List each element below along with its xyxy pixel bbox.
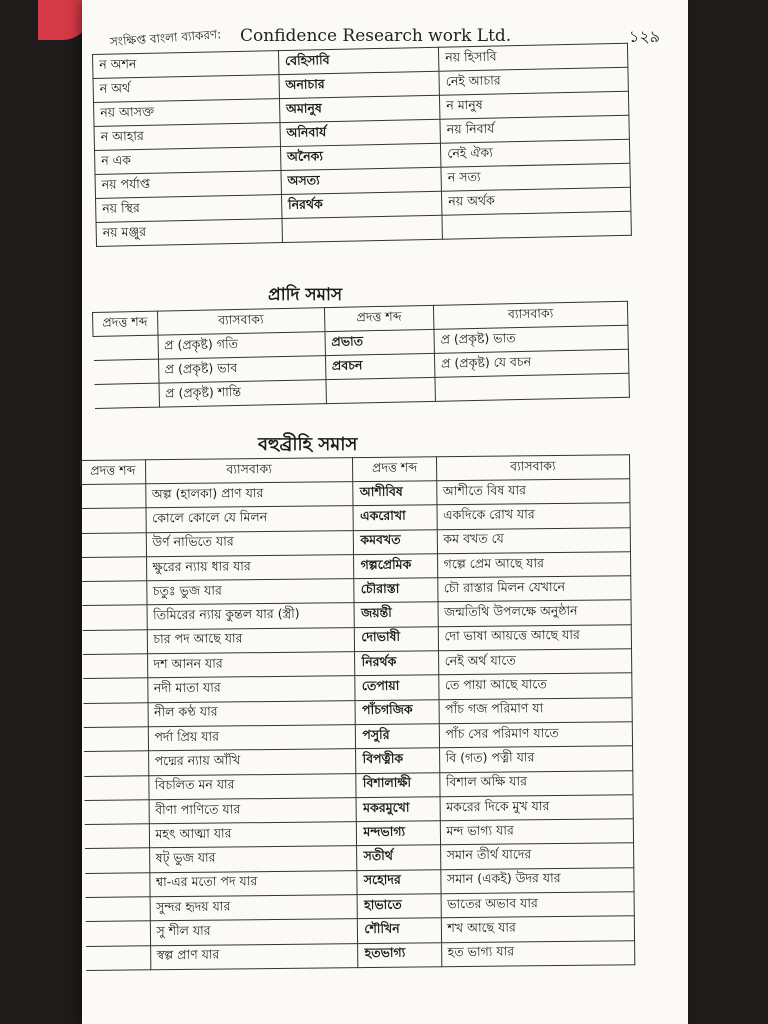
given-word-cell: হাভাতে bbox=[358, 894, 441, 919]
given-word-cell: অমানুষ bbox=[279, 95, 440, 122]
expansion-cell: ভাতের অভাব যার bbox=[441, 892, 635, 918]
chapter-title: সংক্ষিপ্ত বাংলা ব্যাকরণ: bbox=[109, 27, 222, 49]
expansion-cell: সমান তীর্থ যাদের bbox=[440, 843, 634, 869]
section-title-bahubrihi: বহুব্রীহি সমাস bbox=[258, 434, 358, 455]
given-word-cell bbox=[93, 335, 158, 360]
expansion-cell: সুন্দর হৃদয় যার bbox=[150, 895, 358, 921]
expansion-cell: নয় অর্থক bbox=[442, 187, 631, 215]
expansion-cell: শ্বা-এর মতো পদ যার bbox=[149, 870, 357, 896]
expansion-cell: স্বল্প প্রাণ যার bbox=[150, 943, 358, 969]
expansion-cell: প্র (প্রকৃষ্ট) ভাত bbox=[434, 325, 628, 353]
expansion-cell: মকরের দিকে মুখ যার bbox=[440, 795, 634, 821]
section-title-prafi: প্রাদি সমাস bbox=[268, 285, 343, 305]
expansion-cell bbox=[442, 211, 631, 239]
given-word-cell: বিপত্নীক bbox=[356, 748, 439, 773]
expansion-cell: শখ আছে যার bbox=[441, 916, 635, 942]
given-word-cell bbox=[83, 702, 148, 727]
given-word-cell: হতভাগ্য bbox=[358, 942, 441, 967]
column-header: ব্যাসবাক্য bbox=[157, 308, 325, 335]
given-word-cell: তেপায়া bbox=[355, 675, 438, 700]
expansion-cell: দশ আনন যার bbox=[147, 652, 355, 678]
given-word-cell: একরোখা bbox=[353, 505, 436, 530]
expansion-cell: নয় হিসাবি bbox=[439, 43, 628, 71]
column-header: প্রদত্ত শব্দ bbox=[353, 457, 436, 482]
expansion-cell: সু শীল যার bbox=[150, 919, 358, 945]
given-word-cell: শৌখিন bbox=[358, 918, 441, 943]
given-word-cell: বেহিসাবি bbox=[278, 47, 439, 74]
table-prafi bbox=[92, 301, 630, 409]
expansion-cell: বি (গত) পত্নী যার bbox=[439, 746, 633, 772]
table-row bbox=[86, 940, 635, 970]
expansion-cell: পাঁচ সের পরিমাণ যাতে bbox=[439, 722, 633, 748]
given-word-cell bbox=[85, 897, 150, 922]
given-word-cell bbox=[326, 377, 436, 403]
given-word-cell bbox=[83, 654, 148, 679]
given-word-cell bbox=[94, 383, 159, 408]
expansion-cell: চার পদ আছে যার bbox=[147, 627, 355, 653]
expansion-cell: পর্দা প্রিয় যার bbox=[148, 725, 356, 751]
given-word-cell bbox=[94, 359, 159, 384]
given-word-cell: অনিবার্য bbox=[280, 119, 441, 146]
column-header: প্রদত্ত শব্দ bbox=[324, 305, 434, 331]
given-word-cell bbox=[86, 945, 151, 970]
given-word-cell bbox=[81, 508, 146, 533]
expansion-cell: পদ্মের ন্যায় আঁখি bbox=[148, 749, 356, 775]
column-header: ব্যাসবাক্য bbox=[433, 301, 627, 329]
column-header: ব্যাসবাক্য bbox=[436, 455, 630, 481]
given-word-cell bbox=[83, 727, 148, 752]
expansion-cell: গল্পে প্রেম আছে যার bbox=[437, 552, 631, 578]
given-word-cell: অনাচার bbox=[279, 71, 440, 98]
expansion-cell: নয় স্থির bbox=[96, 195, 282, 223]
given-word-cell: অনৈক্য bbox=[280, 143, 441, 170]
given-word-cell bbox=[82, 605, 147, 630]
given-word-cell bbox=[81, 484, 146, 509]
expansion-cell: বিশাল অক্ষি যার bbox=[439, 770, 633, 796]
expansion-cell: ক্ষুরের ন্যায় ধার যার bbox=[146, 555, 354, 581]
expansion-cell: ন এক bbox=[95, 147, 281, 175]
expansion-cell: চৌ রাস্তার মিলন যেখানে bbox=[437, 576, 631, 602]
expansion-cell: ন অর্থ bbox=[93, 75, 279, 103]
column-header: প্রদত্ত শব্দ bbox=[93, 311, 158, 336]
given-word-cell: কমবখত bbox=[354, 529, 437, 554]
expansion-cell: জন্মতিথি উপলক্ষে অনুষ্ঠান bbox=[438, 600, 632, 626]
expansion-cell: প্র (প্রকৃষ্ট) ভাব bbox=[158, 356, 326, 383]
given-word-cell: অসত্য bbox=[281, 167, 442, 194]
expansion-cell: তিমিরের ন্যায় কুন্তল যার (স্ত্রী) bbox=[147, 603, 355, 629]
expansion-cell: অল্প (হালকা) প্রাণ যার bbox=[145, 482, 353, 508]
given-word-cell: পাঁচগজিক bbox=[355, 699, 438, 724]
expansion-cell: বীণা পাণিতে যার bbox=[149, 797, 357, 823]
given-word-cell bbox=[84, 751, 149, 776]
expansion-cell: মন্দ ভাগ্য যার bbox=[440, 819, 634, 845]
given-word-cell bbox=[82, 630, 147, 655]
given-word-cell: মকরমুখো bbox=[357, 797, 440, 822]
expansion-cell: কোলে কোলে যে মিলন bbox=[146, 506, 354, 532]
given-word-cell bbox=[82, 557, 147, 582]
given-word-cell: সতীর্থ bbox=[357, 845, 440, 870]
given-word-cell: প্রভাত bbox=[325, 329, 435, 355]
given-word-cell: পসুরি bbox=[356, 724, 439, 749]
expansion-cell: ন আহার bbox=[94, 123, 280, 151]
given-word-cell: সহোদর bbox=[357, 869, 440, 894]
column-header: ব্যাসবাক্য bbox=[145, 458, 353, 484]
given-word-cell: চৌরাস্তা bbox=[354, 578, 437, 603]
table-bahubrihi bbox=[80, 454, 635, 971]
given-word-cell bbox=[82, 581, 147, 606]
given-word-cell bbox=[83, 678, 148, 703]
expansion-cell: বিচলিত মন যার bbox=[148, 773, 356, 799]
expansion-cell: নেই ঐক্য bbox=[441, 139, 630, 167]
expansion-cell: নীল কণ্ঠ যার bbox=[148, 700, 356, 726]
given-word-cell: বিশালাক্ষী bbox=[356, 772, 439, 797]
given-word-cell: প্রবচন bbox=[325, 353, 435, 379]
given-word-cell bbox=[84, 775, 149, 800]
expansion-cell bbox=[435, 373, 629, 401]
expansion-cell: প্র (প্রকৃষ্ট) শান্তি bbox=[159, 380, 327, 407]
given-word-cell bbox=[84, 824, 149, 849]
given-word-cell: নিরর্থক bbox=[281, 191, 442, 218]
expansion-cell: কম বখত যে bbox=[437, 527, 631, 553]
expansion-cell: মহৎ আত্মা যার bbox=[149, 822, 357, 848]
given-word-cell bbox=[81, 532, 146, 557]
expansion-cell: ন মানুষ bbox=[440, 91, 629, 119]
expansion-cell: সমান (একই) উদর যার bbox=[440, 867, 634, 893]
expansion-cell: নয় আসক্ত bbox=[94, 99, 280, 127]
given-word-cell: দোভাষী bbox=[355, 627, 438, 652]
expansion-cell: চতুঃ ভুজ যার bbox=[146, 579, 354, 605]
expansion-cell: নেই আচার bbox=[439, 67, 628, 95]
expansion-cell: নয় মঞ্জুর bbox=[96, 219, 282, 247]
given-word-cell: আশীবিষ bbox=[353, 481, 436, 506]
given-word-cell bbox=[84, 800, 149, 825]
expansion-cell: উর্ণ নাভিতে যার bbox=[146, 530, 354, 556]
expansion-cell: ন সত্য bbox=[441, 163, 630, 191]
expansion-cell: একদিকে রোখ যার bbox=[437, 503, 631, 529]
expansion-cell: নয় পর্যাপ্ত bbox=[95, 171, 281, 199]
publisher-brand: Confidence Research work Ltd. bbox=[240, 26, 512, 46]
expansion-cell: প্র (প্রকৃষ্ট) গতি bbox=[157, 332, 325, 359]
given-word-cell: নিরর্থক bbox=[355, 651, 438, 676]
given-word-cell bbox=[85, 848, 150, 873]
given-word-cell bbox=[282, 215, 443, 242]
given-word-cell bbox=[85, 921, 150, 946]
expansion-cell: ষট্ ভুজ যার bbox=[149, 846, 357, 872]
expansion-cell: আশীতে বিষ যার bbox=[436, 479, 630, 505]
given-word-cell bbox=[85, 873, 150, 898]
given-word-cell: গল্পপ্রেমিক bbox=[354, 554, 437, 579]
expansion-cell: প্র (প্রকৃষ্ট) যে বচন bbox=[434, 349, 628, 377]
expansion-cell: নদী মাতা যার bbox=[147, 676, 355, 702]
expansion-cell: নয় নিবার্য bbox=[440, 115, 629, 143]
expansion-cell: নেই অর্থ যাতে bbox=[438, 649, 632, 675]
expansion-cell: পাঁচ গজ পরিমাণ যা bbox=[439, 697, 633, 723]
expansion-cell: তে পায়া আছে যাতে bbox=[438, 673, 632, 699]
given-word-cell: মন্দভাগ্য bbox=[357, 821, 440, 846]
table-naa-tatpurush bbox=[92, 43, 632, 247]
given-word-cell: জয়ন্তী bbox=[354, 602, 437, 627]
page-number: ১২৯ bbox=[628, 27, 660, 46]
column-header: প্রদত্ত শব্দ bbox=[81, 460, 146, 485]
expansion-cell: দো ভাষা আয়ত্তে আছে যার bbox=[438, 625, 632, 651]
expansion-cell: হত ভাগ্য যার bbox=[441, 940, 635, 966]
expansion-cell: ন অশন bbox=[93, 51, 279, 79]
